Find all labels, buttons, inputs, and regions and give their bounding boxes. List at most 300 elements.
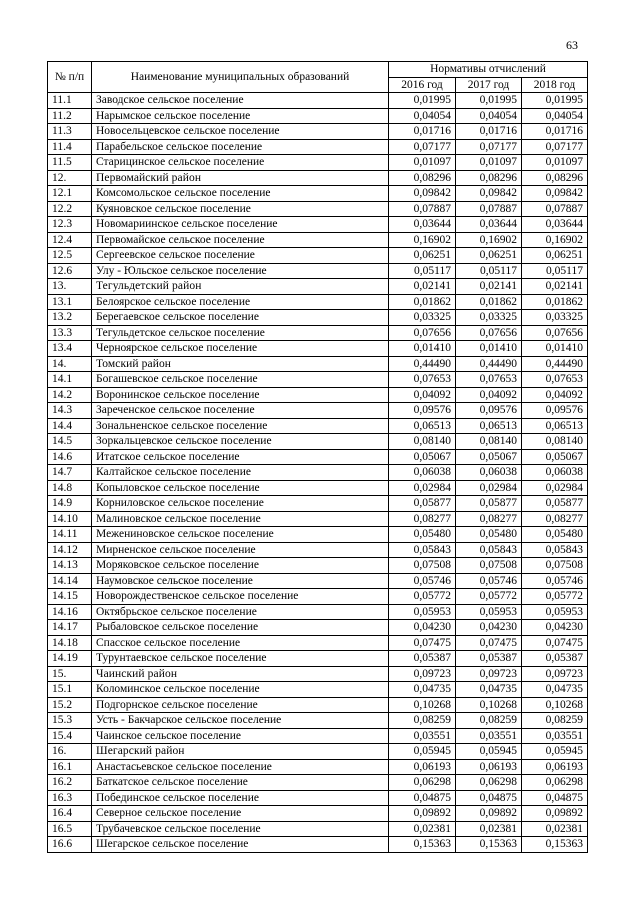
value-2018: 0,04092 <box>522 387 588 403</box>
row-number: 14.6 <box>48 449 92 465</box>
row-number: 16.6 <box>48 837 92 853</box>
value-2018: 0,08296 <box>522 170 588 186</box>
row-number: 13.1 <box>48 294 92 310</box>
value-2018: 0,16902 <box>522 232 588 248</box>
row-name: Заводское сельское поселение <box>92 93 389 109</box>
value-2016: 0,04092 <box>389 387 456 403</box>
table-row <box>48 527 588 543</box>
row-name: Итатское сельское поселение <box>92 449 389 465</box>
value-2017: 0,03325 <box>456 310 522 326</box>
table-row <box>48 604 588 620</box>
table-row <box>48 635 588 651</box>
value-2017: 0,05387 <box>456 651 522 667</box>
value-2018: 0,08259 <box>522 713 588 729</box>
value-2016: 0,05843 <box>389 542 456 558</box>
row-name: Коломинское сельское поселение <box>92 682 389 698</box>
value-2016: 0,09576 <box>389 403 456 419</box>
value-2018: 0,05746 <box>522 573 588 589</box>
value-2017: 0,05067 <box>456 449 522 465</box>
value-2017: 0,07887 <box>456 201 522 217</box>
row-name: Копыловское сельское поселение <box>92 480 389 496</box>
value-2016: 0,08277 <box>389 511 456 527</box>
table-row <box>48 186 588 202</box>
table-row <box>48 418 588 434</box>
row-name: Тегульдетский район <box>92 279 389 295</box>
row-name: Белоярское сельское поселение <box>92 294 389 310</box>
value-2017: 0,01097 <box>456 155 522 171</box>
row-number: 11.3 <box>48 124 92 140</box>
value-2018: 0,04735 <box>522 682 588 698</box>
value-2018: 0,03325 <box>522 310 588 326</box>
row-number: 15.3 <box>48 713 92 729</box>
value-2016: 0,05067 <box>389 449 456 465</box>
value-2018: 0,05480 <box>522 527 588 543</box>
column-header-name: Наименование муниципальных образований <box>92 62 389 93</box>
row-number: 14.14 <box>48 573 92 589</box>
value-2017: 0,05843 <box>456 542 522 558</box>
table-row <box>48 263 588 279</box>
row-number: 12.4 <box>48 232 92 248</box>
table-row <box>48 821 588 837</box>
value-2018: 0,05772 <box>522 589 588 605</box>
value-2018: 0,09892 <box>522 806 588 822</box>
value-2017: 0,05877 <box>456 496 522 512</box>
value-2016: 0,06513 <box>389 418 456 434</box>
value-2017: 0,01716 <box>456 124 522 140</box>
row-name: Тегульдетское сельское поселение <box>92 325 389 341</box>
value-2018: 0,10268 <box>522 697 588 713</box>
value-2017: 0,09723 <box>456 666 522 682</box>
row-name: Новорождественское сельское поселение <box>92 589 389 605</box>
table-body <box>48 93 588 853</box>
value-2016: 0,09842 <box>389 186 456 202</box>
table-row <box>48 139 588 155</box>
row-number: 14.3 <box>48 403 92 419</box>
value-2016: 0,03325 <box>389 310 456 326</box>
value-2018: 0,03644 <box>522 217 588 233</box>
value-2017: 0,15363 <box>456 837 522 853</box>
value-2017: 0,02381 <box>456 821 522 837</box>
value-2018: 0,01862 <box>522 294 588 310</box>
value-2016: 0,08296 <box>389 170 456 186</box>
value-2016: 0,03644 <box>389 217 456 233</box>
value-2016: 0,02984 <box>389 480 456 496</box>
value-2016: 0,04735 <box>389 682 456 698</box>
value-2016: 0,06038 <box>389 465 456 481</box>
row-name: Новосельцевское сельское поселение <box>92 124 389 140</box>
row-name: Моряковское сельское поселение <box>92 558 389 574</box>
value-2018: 0,05945 <box>522 744 588 760</box>
table-row <box>48 155 588 171</box>
value-2017: 0,08277 <box>456 511 522 527</box>
row-name: Октябрьское сельское поселение <box>92 604 389 620</box>
table-row <box>48 589 588 605</box>
value-2017: 0,02984 <box>456 480 522 496</box>
table-row <box>48 759 588 775</box>
value-2017: 0,06513 <box>456 418 522 434</box>
value-2016: 0,05953 <box>389 604 456 620</box>
row-number: 15.1 <box>48 682 92 698</box>
value-2018: 0,06193 <box>522 759 588 775</box>
row-number: 12. <box>48 170 92 186</box>
value-2017: 0,05746 <box>456 573 522 589</box>
row-number: 15.4 <box>48 728 92 744</box>
row-name: Черноярское сельское поселение <box>92 341 389 357</box>
table-row <box>48 170 588 186</box>
value-2017: 0,05945 <box>456 744 522 760</box>
value-2018: 0,44490 <box>522 356 588 372</box>
value-2017: 0,05772 <box>456 589 522 605</box>
row-number: 14.16 <box>48 604 92 620</box>
value-2016: 0,06193 <box>389 759 456 775</box>
row-name: Зоркальцевское сельское поселение <box>92 434 389 450</box>
row-number: 14.2 <box>48 387 92 403</box>
table-row <box>48 511 588 527</box>
value-2017: 0,05953 <box>456 604 522 620</box>
row-name: Богашевское сельское поселение <box>92 372 389 388</box>
value-2017: 0,07475 <box>456 635 522 651</box>
norms-table <box>47 61 588 853</box>
row-name: Северное сельское поселение <box>92 806 389 822</box>
value-2016: 0,05387 <box>389 651 456 667</box>
row-number: 13.3 <box>48 325 92 341</box>
row-number: 15.2 <box>48 697 92 713</box>
row-number: 14.18 <box>48 635 92 651</box>
value-2018: 0,04054 <box>522 108 588 124</box>
value-2016: 0,01097 <box>389 155 456 171</box>
value-2018: 0,06251 <box>522 248 588 264</box>
row-name: Чаинский район <box>92 666 389 682</box>
row-name: Корниловское сельское поселение <box>92 496 389 512</box>
value-2017: 0,08140 <box>456 434 522 450</box>
row-number: 11.5 <box>48 155 92 171</box>
value-2018: 0,03551 <box>522 728 588 744</box>
row-number: 16. <box>48 744 92 760</box>
table-row <box>48 542 588 558</box>
row-name: Новомариинское сельское поселение <box>92 217 389 233</box>
value-2016: 0,04230 <box>389 620 456 636</box>
value-2016: 0,01716 <box>389 124 456 140</box>
row-name: Зареченское сельское поселение <box>92 403 389 419</box>
value-2017: 0,07656 <box>456 325 522 341</box>
value-2016: 0,08140 <box>389 434 456 450</box>
value-2017: 0,04054 <box>456 108 522 124</box>
value-2016: 0,06251 <box>389 248 456 264</box>
table-header <box>48 62 588 93</box>
row-name: Межениновское сельское поселение <box>92 527 389 543</box>
value-2016: 0,44490 <box>389 356 456 372</box>
value-2017: 0,04092 <box>456 387 522 403</box>
row-number: 14.13 <box>48 558 92 574</box>
value-2016: 0,03551 <box>389 728 456 744</box>
value-2018: 0,01716 <box>522 124 588 140</box>
table-row <box>48 728 588 744</box>
value-2016: 0,07508 <box>389 558 456 574</box>
value-2017: 0,04735 <box>456 682 522 698</box>
row-number: 16.4 <box>48 806 92 822</box>
row-number: 16.2 <box>48 775 92 791</box>
table-row <box>48 573 588 589</box>
value-2016: 0,02141 <box>389 279 456 295</box>
row-name: Сергеевское сельское поселение <box>92 248 389 264</box>
row-number: 16.3 <box>48 790 92 806</box>
value-2018: 0,07887 <box>522 201 588 217</box>
row-name: Нарымское сельское поселение <box>92 108 389 124</box>
row-name: Куяновское сельское поселение <box>92 201 389 217</box>
row-name: Малиновское сельское поселение <box>92 511 389 527</box>
value-2018: 0,05953 <box>522 604 588 620</box>
row-number: 11.2 <box>48 108 92 124</box>
value-2016: 0,09892 <box>389 806 456 822</box>
row-name: Комсомольское сельское поселение <box>92 186 389 202</box>
value-2017: 0,06298 <box>456 775 522 791</box>
row-number: 14.11 <box>48 527 92 543</box>
table-row <box>48 108 588 124</box>
value-2016: 0,05945 <box>389 744 456 760</box>
row-name: Анастасьевское сельское поселение <box>92 759 389 775</box>
row-number: 14.5 <box>48 434 92 450</box>
row-name: Усть - Бакчарское сельское поселение <box>92 713 389 729</box>
row-number: 14.7 <box>48 465 92 481</box>
table-row <box>48 480 588 496</box>
table-row <box>48 434 588 450</box>
value-2017: 0,16902 <box>456 232 522 248</box>
value-2018: 0,08277 <box>522 511 588 527</box>
value-2018: 0,06038 <box>522 465 588 481</box>
value-2017: 0,10268 <box>456 697 522 713</box>
row-name: Чаинское сельское поселение <box>92 728 389 744</box>
value-2017: 0,01410 <box>456 341 522 357</box>
value-2018: 0,01995 <box>522 93 588 109</box>
table-row <box>48 279 588 295</box>
value-2017: 0,08296 <box>456 170 522 186</box>
table-row <box>48 403 588 419</box>
row-name: Первомайское сельское поселение <box>92 232 389 248</box>
value-2017: 0,09842 <box>456 186 522 202</box>
value-2018: 0,07656 <box>522 325 588 341</box>
row-number: 16.5 <box>48 821 92 837</box>
row-name: Улу - Юльское сельское поселение <box>92 263 389 279</box>
value-2017: 0,07177 <box>456 139 522 155</box>
column-group-header-norms: Нормативы отчислений <box>389 62 588 78</box>
row-number: 16.1 <box>48 759 92 775</box>
value-2018: 0,06298 <box>522 775 588 791</box>
row-number: 14.19 <box>48 651 92 667</box>
value-2016: 0,07475 <box>389 635 456 651</box>
row-number: 12.1 <box>48 186 92 202</box>
row-name: Мирненское сельское поселение <box>92 542 389 558</box>
row-name: Старицинское сельское поселение <box>92 155 389 171</box>
value-2018: 0,06513 <box>522 418 588 434</box>
value-2016: 0,05480 <box>389 527 456 543</box>
row-name: Зональненское сельское поселение <box>92 418 389 434</box>
table-row <box>48 620 588 636</box>
value-2016: 0,04054 <box>389 108 456 124</box>
value-2018: 0,09723 <box>522 666 588 682</box>
value-2018: 0,07508 <box>522 558 588 574</box>
table-row <box>48 713 588 729</box>
table-row <box>48 790 588 806</box>
column-header-number: № п/п <box>48 62 92 93</box>
table-row <box>48 310 588 326</box>
row-number: 14.9 <box>48 496 92 512</box>
value-2016: 0,05772 <box>389 589 456 605</box>
row-name: Рыбаловское сельское поселение <box>92 620 389 636</box>
table-row <box>48 93 588 109</box>
value-2018: 0,07653 <box>522 372 588 388</box>
row-number: 12.6 <box>48 263 92 279</box>
value-2016: 0,07887 <box>389 201 456 217</box>
value-2016: 0,01995 <box>389 93 456 109</box>
value-2017: 0,07653 <box>456 372 522 388</box>
row-number: 14.4 <box>48 418 92 434</box>
value-2018: 0,02381 <box>522 821 588 837</box>
value-2018: 0,05387 <box>522 651 588 667</box>
row-number: 12.2 <box>48 201 92 217</box>
row-name: Воронинское сельское поселение <box>92 387 389 403</box>
value-2018: 0,05843 <box>522 542 588 558</box>
value-2017: 0,01995 <box>456 93 522 109</box>
table-row <box>48 558 588 574</box>
value-2016: 0,07656 <box>389 325 456 341</box>
value-2016: 0,16902 <box>389 232 456 248</box>
table-row <box>48 294 588 310</box>
value-2018: 0,09576 <box>522 403 588 419</box>
value-2018: 0,05877 <box>522 496 588 512</box>
row-number: 12.3 <box>48 217 92 233</box>
value-2016: 0,01410 <box>389 341 456 357</box>
value-2016: 0,04875 <box>389 790 456 806</box>
value-2017: 0,06193 <box>456 759 522 775</box>
value-2017: 0,09576 <box>456 403 522 419</box>
table-row <box>48 651 588 667</box>
table-row <box>48 744 588 760</box>
value-2018: 0,02141 <box>522 279 588 295</box>
table-row <box>48 124 588 140</box>
table-row <box>48 682 588 698</box>
value-2016: 0,05117 <box>389 263 456 279</box>
table-row <box>48 697 588 713</box>
row-number: 14.1 <box>48 372 92 388</box>
value-2016: 0,10268 <box>389 697 456 713</box>
row-number: 15. <box>48 666 92 682</box>
value-2018: 0,08140 <box>522 434 588 450</box>
value-2016: 0,09723 <box>389 666 456 682</box>
table-row <box>48 356 588 372</box>
value-2017: 0,09892 <box>456 806 522 822</box>
value-2016: 0,08259 <box>389 713 456 729</box>
table-row <box>48 325 588 341</box>
value-2018: 0,01097 <box>522 155 588 171</box>
table-row <box>48 217 588 233</box>
row-name: Берегаевское сельское поселение <box>92 310 389 326</box>
row-number: 11.1 <box>48 93 92 109</box>
row-name: Парабельское сельское поселение <box>92 139 389 155</box>
table-row <box>48 806 588 822</box>
row-name: Турунтаевское сельское поселение <box>92 651 389 667</box>
value-2016: 0,05746 <box>389 573 456 589</box>
row-number: 11.4 <box>48 139 92 155</box>
row-number: 14.12 <box>48 542 92 558</box>
value-2018: 0,07177 <box>522 139 588 155</box>
page-number: 63 <box>566 38 578 52</box>
value-2017: 0,05480 <box>456 527 522 543</box>
value-2018: 0,05117 <box>522 263 588 279</box>
table-row <box>48 837 588 853</box>
value-2017: 0,44490 <box>456 356 522 372</box>
row-name: Спасское сельское поселение <box>92 635 389 651</box>
row-name: Томский район <box>92 356 389 372</box>
table-row <box>48 449 588 465</box>
row-name: Подгорнское сельское поселение <box>92 697 389 713</box>
value-2017: 0,02141 <box>456 279 522 295</box>
table-row <box>48 465 588 481</box>
value-2017: 0,03644 <box>456 217 522 233</box>
value-2018: 0,01410 <box>522 341 588 357</box>
value-2017: 0,08259 <box>456 713 522 729</box>
value-2017: 0,04230 <box>456 620 522 636</box>
value-2018: 0,04230 <box>522 620 588 636</box>
row-name: Трубачевское сельское поселение <box>92 821 389 837</box>
value-2016: 0,07177 <box>389 139 456 155</box>
column-header-year-2017: 2017 год <box>456 77 522 93</box>
value-2018: 0,15363 <box>522 837 588 853</box>
row-number: 14.10 <box>48 511 92 527</box>
value-2017: 0,01862 <box>456 294 522 310</box>
row-name: Шегарский район <box>92 744 389 760</box>
table-row <box>48 387 588 403</box>
row-number: 13.2 <box>48 310 92 326</box>
value-2018: 0,09842 <box>522 186 588 202</box>
value-2016: 0,15363 <box>389 837 456 853</box>
value-2017: 0,06251 <box>456 248 522 264</box>
table-row <box>48 496 588 512</box>
value-2017: 0,04875 <box>456 790 522 806</box>
row-name: Побединское сельское поселение <box>92 790 389 806</box>
row-name: Шегарское сельское поселение <box>92 837 389 853</box>
column-header-year-2016: 2016 год <box>389 77 456 93</box>
table-row <box>48 775 588 791</box>
table-row <box>48 341 588 357</box>
row-name: Баткатское сельское поселение <box>92 775 389 791</box>
row-number: 14.15 <box>48 589 92 605</box>
row-number: 14. <box>48 356 92 372</box>
value-2018: 0,07475 <box>522 635 588 651</box>
value-2017: 0,06038 <box>456 465 522 481</box>
value-2017: 0,07508 <box>456 558 522 574</box>
column-header-year-2018: 2018 год <box>522 77 588 93</box>
row-name: Наумовское сельское поселение <box>92 573 389 589</box>
value-2016: 0,01862 <box>389 294 456 310</box>
table-row <box>48 666 588 682</box>
value-2016: 0,02381 <box>389 821 456 837</box>
row-name: Первомайский район <box>92 170 389 186</box>
value-2018: 0,05067 <box>522 449 588 465</box>
value-2018: 0,02984 <box>522 480 588 496</box>
value-2016: 0,05877 <box>389 496 456 512</box>
table-row <box>48 372 588 388</box>
row-number: 14.8 <box>48 480 92 496</box>
row-number: 12.5 <box>48 248 92 264</box>
value-2017: 0,05117 <box>456 263 522 279</box>
table-row <box>48 232 588 248</box>
value-2016: 0,06298 <box>389 775 456 791</box>
table-row <box>48 201 588 217</box>
value-2016: 0,07653 <box>389 372 456 388</box>
value-2017: 0,03551 <box>456 728 522 744</box>
row-number: 13. <box>48 279 92 295</box>
table-row <box>48 248 588 264</box>
